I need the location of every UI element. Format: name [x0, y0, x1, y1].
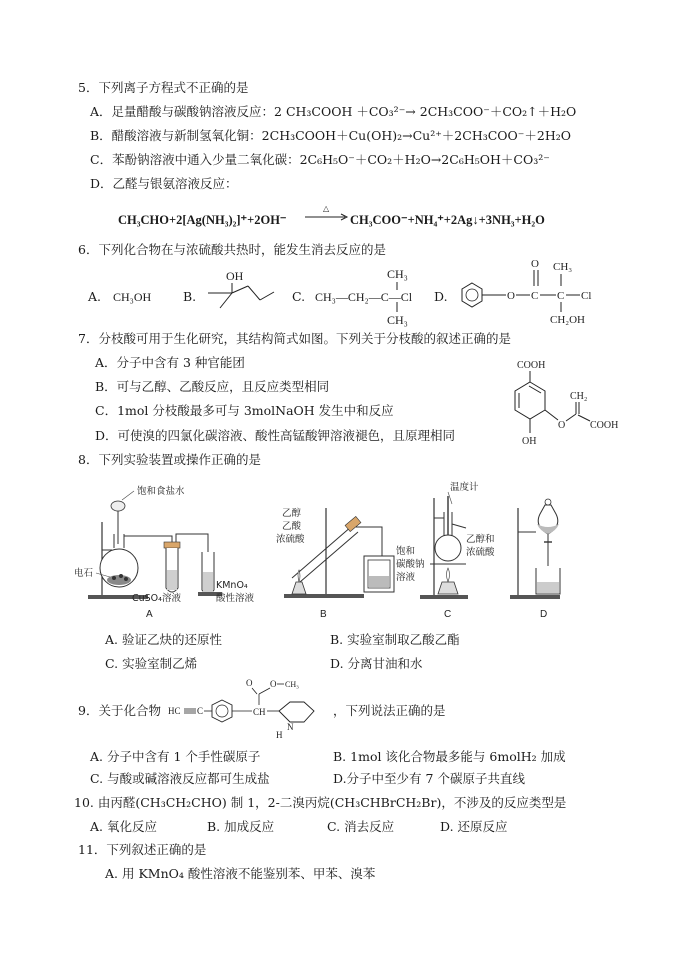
q8-option-b: B. 实验室制取乙酸乙酯 [330, 632, 460, 647]
q6-c-label: C. [292, 289, 306, 304]
q9-option-c: C. 与酸或碱溶液反应都可生成盐 [90, 771, 270, 786]
q9-ch: CH [253, 707, 266, 717]
q6-c-top: CH₃ [387, 267, 408, 281]
q5-option-b: B．醋酸溶液与新制氢氧化铜：2CH₃COOH＋Cu(OH)₂→Cu²⁺＋2CH₃COO⁻＋2H₂O [90, 128, 572, 143]
q6-d-label: D. [434, 289, 448, 304]
q9-hc: HC [168, 706, 181, 716]
q5-option-d: D．乙醛与银氨溶液反应： [90, 176, 238, 191]
q7-option-d: D．可使溴的四氯化碳溶液、酸性高锰酸钾溶液褪色，且原理相同 [95, 428, 456, 443]
fig-c-label1: 温度计 [450, 482, 479, 493]
fig-b-label1: 乙醇 [282, 508, 302, 519]
q5-d-eq-right: CH₃COO⁻+NH₄⁺+2Ag↓+3NH₃+H₂O [350, 213, 545, 227]
fig-c-caption: C [444, 609, 452, 620]
q7-cooh-top: COOH [517, 360, 546, 371]
q8-stem: 8．下列实验装置或操作正确的是 [78, 452, 261, 467]
fig-c-label3: 浓硫酸 [466, 547, 495, 558]
fig-b-label6: 溶液 [396, 572, 416, 583]
apparatus-a [74, 485, 255, 620]
fig-a-label4: KMnO₄ [216, 580, 248, 591]
q7-chorismic-acid-structure [500, 358, 620, 458]
fig-b-caption: B [320, 609, 327, 620]
q7-oh: OH [522, 436, 537, 447]
q7-ch2: CH₂ [570, 391, 588, 402]
q10-option-d: D. 还原反应 [440, 819, 508, 834]
q9-option-a: A. 分子中含有 1 个手性碳原子 [90, 749, 261, 764]
fig-b-label5: 碳酸钠 [396, 559, 425, 570]
fig-a-caption: A [146, 609, 153, 620]
q6-stem: 6．下列化合物在与浓硫酸共热时，能发生消去反应的是 [78, 242, 386, 257]
q6-d-ch3: CH₃ [553, 261, 573, 273]
q7-o: O [558, 420, 566, 431]
apparatus-d [510, 499, 560, 620]
q9-ch3: CH₃ [285, 680, 299, 689]
q6-b-label: B. [183, 289, 197, 304]
q10-option-b: B. 加成反应 [207, 819, 275, 834]
q7-option-b: B．可与乙醇、乙酸反应，且反应类型相同 [95, 379, 330, 394]
q9-o2: O [270, 679, 277, 689]
apparatus-b [276, 507, 425, 620]
q5-d-arrow [303, 203, 349, 223]
apparatus-c [420, 481, 495, 620]
q5-stem: 5．下列离子方程式不正确的是 [78, 80, 249, 95]
fig-b-label4: 饱和 [396, 546, 416, 557]
q7-stem: 7．分枝酸可用于生化研究，其结构简式如图。下列关于分枝酸的叙述正确的是 [78, 331, 511, 346]
q8-option-c: C. 实验室制乙烯 [105, 656, 198, 671]
q9-stem-post: ，下列说法正确的是 [333, 703, 446, 718]
fig-b-label2: 乙酸 [282, 521, 302, 532]
q7-option-c: C．1mol 分枝酸最多可与 3molNaOH 发生中和反应 [95, 403, 394, 418]
q6-d-cl: Cl [581, 290, 592, 302]
fig-a-label3: CuSO₄溶液 [132, 593, 181, 604]
heat-symbol: △ [323, 204, 330, 213]
fig-a-label2: 电石 [74, 568, 94, 579]
q5-option-c: C．苯酚钠溶液中通入少量二氧化碳：2C₆H₅O⁻＋CO₂＋H₂O→2C₆H₅OH＋CO₃²⁻ [90, 152, 550, 167]
q10-option-c: C. 消去反应 [327, 819, 395, 834]
q10-option-a: A. 氧化反应 [90, 819, 157, 834]
q6-d-ch2oh: CH₂OH [550, 314, 586, 326]
q6-c-bottom: CH₃ [387, 313, 408, 327]
q10-stem: 10. 由丙醛(CH₃CH₂CHO) 制 1，2-二溴丙烷(CH₃CHBrCH₂Br)，不涉及的反应类型是 [74, 795, 567, 810]
q6-b-structure [200, 268, 278, 314]
fig-a-label5: 酸性溶液 [216, 593, 255, 604]
q6-d-structure [452, 256, 602, 326]
q9-option-d: D.分子中至少有 7 个碳原子共直线 [333, 771, 525, 786]
q11-option-a: A. 用 KMnO₄ 酸性溶液不能鉴别苯、甲苯、溴苯 [105, 866, 376, 881]
q7-option-a: A．分子中含有 3 种官能团 [95, 355, 245, 370]
q8-option-a: A. 验证乙炔的还原性 [105, 632, 222, 647]
q6-b-oh: OH [226, 269, 244, 283]
q9-stem-pre: 9．关于化合物 [78, 703, 161, 718]
q9-o1: O [246, 678, 253, 688]
fig-b-label3: 浓硫酸 [276, 534, 305, 545]
q9-h: H [276, 730, 283, 740]
q8-apparatus-figure [70, 478, 590, 620]
q6-d-o-carbonyl: O [531, 258, 539, 270]
q9-compound-structure [166, 674, 332, 740]
q7-cooh-right: COOH [590, 420, 619, 431]
q5-d-eq-left: CH₃CHO+2[Ag(NH₃)₂]⁺+2OH⁻ [118, 213, 287, 227]
q6-a-formula: CH₃OH [113, 290, 152, 304]
fig-d-caption: D [540, 609, 548, 620]
q5-option-a: A．足量醋酸与碳酸钠溶液反应：2 CH₃COOH ＋CO₃²⁻→ 2CH₃COO⁻＋CO₂↑＋H₂O [90, 104, 577, 119]
q6-d-c2: C [557, 290, 565, 302]
q9-n: N [287, 722, 294, 732]
fig-c-label2: 乙醇和 [466, 534, 495, 545]
fig-a-label1: 饱和食盐水 [137, 486, 185, 497]
q6-c-formula: CH₃—CH₂—C—Cl [315, 290, 413, 304]
q11-stem: 11．下列叙述正确的是 [78, 842, 207, 857]
q9-option-b: B. 1mol 该化合物最多能与 6molH₂ 加成 [333, 749, 566, 764]
q6-a-label: A. [88, 289, 102, 304]
q8-option-d: D. 分离甘油和水 [330, 656, 423, 671]
q9-c: C [197, 706, 204, 716]
q6-d-c1: C [531, 290, 539, 302]
q6-d-o-ester: O [507, 290, 515, 302]
